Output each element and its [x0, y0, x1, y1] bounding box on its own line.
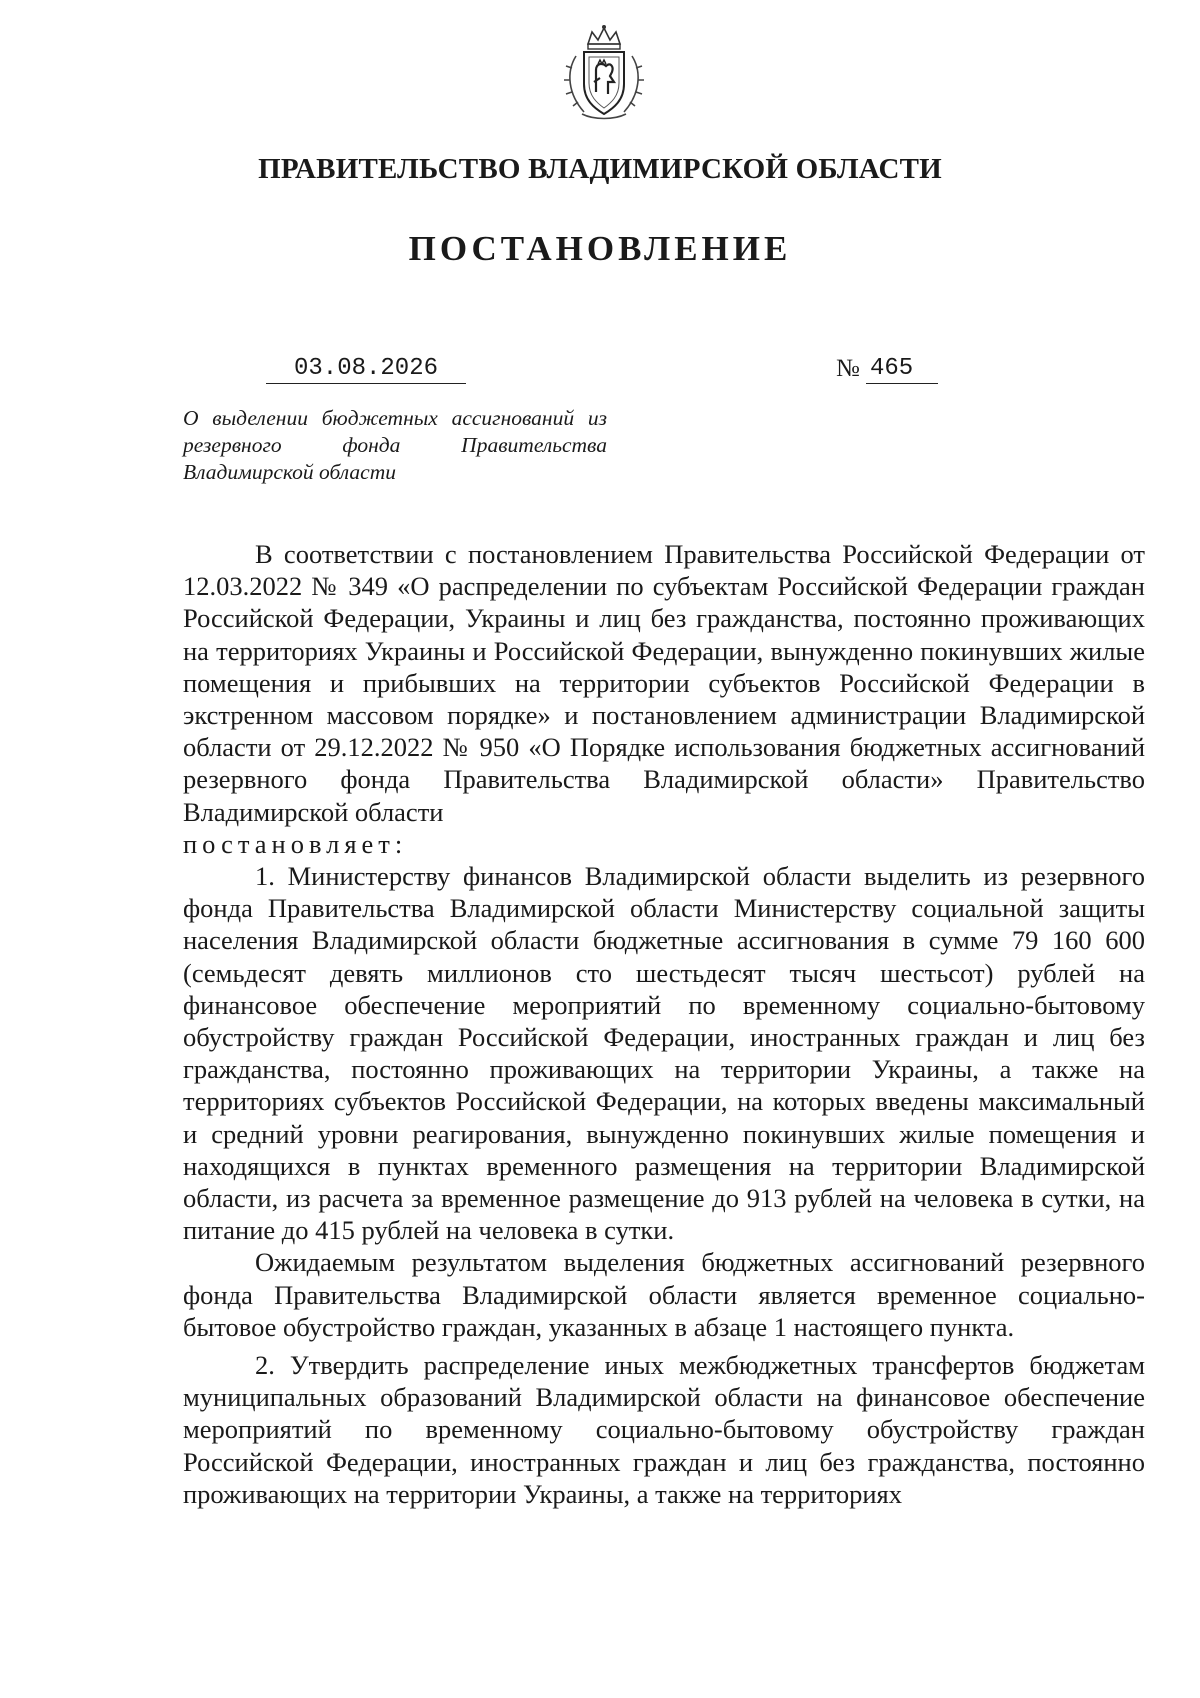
document-type: ПОСТАНОВЛЕНИЕ	[408, 229, 792, 268]
organization-name: ПРАВИТЕЛЬСТВО ВЛАДИМИРСКОЙ ОБЛАСТИ	[258, 153, 942, 185]
document-date: 03.08.2026	[266, 355, 466, 384]
number-sign: №	[836, 355, 860, 382]
preamble-paragraph: В соответствии с постановлением Правительства Российской Федерации от 12.03.2022 № 349 «О распределении по субъектам Российской Федерации граждан Российской Федерации, Украины и лиц без гражданства, постоянно проживающих на территориях Украины и Российской Федерации, вынужденно покинувших жилые помещения и прибывших на территории субъектов Российской Федерации в экстренном массовом порядке» и постановлением администрации Владимирской области от 29.12.2022 № 950 «О Порядке использования бюджетных ассигнований резервного фонда Правительства Владимирской области» Правительство Владимирской области	[183, 539, 1145, 827]
document-number: 465	[866, 355, 938, 384]
item-1-result-paragraph: Ожидаемым результатом выделения бюджетных ассигнований резервного фонда Правительства Владимирской области является временное социально-бытовое обустройство граждан, указанных в абзаце 1 настоящего пункта.	[183, 1247, 1145, 1342]
item-2-paragraph: 2. Утвердить распределение иных межбюджетных трансфертов бюджетам муниципальных образований Владимирской области на финансовое обеспечение мероприятий по временному социально-бытовому обустройству граждан Российской Федерации, иностранных граждан и лиц без гражданства, постоянно проживающих на территории Украины, а также на территориях	[183, 1350, 1145, 1509]
document-subject: О выделении бюджетных ассигнований из резервного фонда Правительства Владимирской области	[183, 406, 607, 484]
coat-of-arms-icon	[558, 22, 650, 122]
resolves-line: постановляет:	[183, 828, 408, 859]
item-1-paragraph: 1. Министерству финансов Владимирской области выделить из резервного фонда Правительства Владимирской области Министерству социальной защиты населения Владимирской области бюджетные ассигнования в сумме 79 160 600 (семьдесят девять миллионов сто шестьдесят тысяч шестьсот) рублей на финансовое обеспечение мероприятий по временному социально-бытовому обустройству граждан Российской Федерации, иностранных граждан и лиц без гражданства, постоянно проживающих на территории Украины, а также на территориях субъектов Российской Федерации, на которых введены максимальный и средний уровни реагирования, вынужденно покинувших жилые помещения и находящихся в пунктах временного размещения на территории Владимирской области, из расчета за временное размещение до 913 рублей на человека в сутки, на питание до 415 рублей на человека в сутки.	[183, 861, 1145, 1246]
document-body	[183, 538, 1145, 1510]
